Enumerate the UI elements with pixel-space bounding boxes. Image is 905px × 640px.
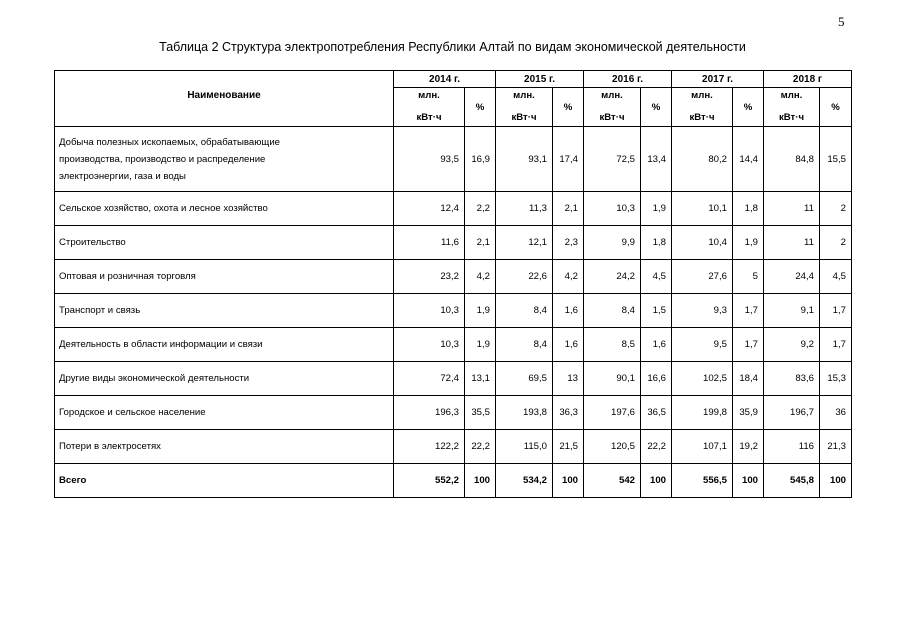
row-name: Деятельность в области информации и связи [55,328,394,362]
cell-2018-percent: 15,5 [820,127,852,192]
cell-2015-value: 11,3 [496,192,553,226]
unit-bottom: кВт·ч [511,112,537,123]
cell-2018-percent: 4,5 [820,260,852,294]
cell-2018-percent: 15,3 [820,362,852,396]
cell-2016-value: 120,5 [584,430,641,464]
total-2014-percent: 100 [465,464,496,498]
cell-2016-percent: 1,8 [641,226,672,260]
cell-2014-percent: 4,2 [465,260,496,294]
cell-2014-value: 196,3 [394,396,465,430]
header-year-2014: 2014 г. [394,71,496,88]
cell-2014-percent: 1,9 [465,328,496,362]
unit-top: млн. [691,90,713,101]
header-percent: % [820,88,852,127]
cell-2018-value: 9,1 [764,294,820,328]
header-unit [764,88,820,127]
total-label: Всего [55,464,394,498]
total-2015-percent: 100 [553,464,584,498]
cell-2015-percent: 17,4 [553,127,584,192]
cell-2017-percent: 1,7 [733,328,764,362]
cell-2017-percent: 14,4 [733,127,764,192]
cell-2015-percent: 4,2 [553,260,584,294]
table-row [55,430,852,464]
cell-2016-percent: 4,5 [641,260,672,294]
total-2015-value: 534,2 [496,464,553,498]
cell-2017-value: 9,3 [672,294,733,328]
cell-2018-value: 196,7 [764,396,820,430]
table-row [55,396,852,430]
header-year-2016: 2016 г. [584,71,672,88]
cell-2015-percent: 36,3 [553,396,584,430]
cell-2016-percent: 13,4 [641,127,672,192]
cell-2017-value: 9,5 [672,328,733,362]
cell-2014-percent: 1,9 [465,294,496,328]
cell-2014-percent: 13,1 [465,362,496,396]
table-row [55,260,852,294]
cell-2014-percent: 2,1 [465,226,496,260]
total-2014-value: 552,2 [394,464,465,498]
cell-2016-value: 72,5 [584,127,641,192]
header-percent: % [465,88,496,127]
row-name: Оптовая и розничная торговля [55,260,394,294]
row-name: Другие виды экономической деятельности [55,362,394,396]
row-name: Транспорт и связь [55,294,394,328]
cell-2017-value: 102,5 [672,362,733,396]
cell-2018-value: 9,2 [764,328,820,362]
cell-2018-value: 116 [764,430,820,464]
cell-2015-value: 8,4 [496,294,553,328]
cell-2014-value: 122,2 [394,430,465,464]
cell-2017-percent: 5 [733,260,764,294]
header-name: Наименование [55,71,394,127]
row-name: Потери в электросетях [55,430,394,464]
row-name: Городское и сельское население [55,396,394,430]
header-year-2015: 2015 г. [496,71,584,88]
row-name-line: производства, производство и распределение [59,153,266,165]
cell-2016-percent: 36,5 [641,396,672,430]
cell-2016-percent: 1,9 [641,192,672,226]
cell-2016-value: 24,2 [584,260,641,294]
cell-2014-value: 10,3 [394,328,465,362]
cell-2018-value: 83,6 [764,362,820,396]
cell-2016-value: 8,5 [584,328,641,362]
cell-2018-value: 24,4 [764,260,820,294]
cell-2015-percent: 1,6 [553,328,584,362]
cell-2015-percent: 13 [553,362,584,396]
total-2017-percent: 100 [733,464,764,498]
table-row [55,127,852,192]
cell-2015-value: 12,1 [496,226,553,260]
cell-2015-percent: 2,3 [553,226,584,260]
header-percent: % [733,88,764,127]
row-name-line: Добыча полезных ископаемых, обрабатывающие [59,136,281,148]
header-unit [496,88,553,127]
unit-bottom: кВт·ч [599,112,625,123]
cell-2017-value: 80,2 [672,127,733,192]
table-row [55,294,852,328]
cell-2016-percent: 22,2 [641,430,672,464]
cell-2015-value: 8,4 [496,328,553,362]
cell-2016-value: 9,9 [584,226,641,260]
cell-2017-percent: 1,9 [733,226,764,260]
cell-2014-percent: 22,2 [465,430,496,464]
cell-2015-percent: 21,5 [553,430,584,464]
header-percent: % [553,88,584,127]
table-row [55,362,852,396]
table-row [55,328,852,362]
cell-2016-value: 8,4 [584,294,641,328]
table-row [55,192,852,226]
page-number: 5 [838,14,845,29]
cell-2015-percent: 1,6 [553,294,584,328]
unit-bottom: кВт·ч [416,112,442,123]
cell-2017-value: 107,1 [672,430,733,464]
header-percent: % [641,88,672,127]
header-year-2018: 2018 г [764,71,852,88]
cell-2016-percent: 1,5 [641,294,672,328]
cell-2015-percent: 2,1 [553,192,584,226]
unit-top: млн. [513,90,535,101]
cell-2017-percent: 18,4 [733,362,764,396]
unit-top: млн. [418,90,440,101]
cell-2018-percent: 2 [820,226,852,260]
unit-top: млн. [601,90,623,101]
cell-2018-value: 11 [764,192,820,226]
electricity-structure-table [54,70,852,498]
cell-2014-percent: 2,2 [465,192,496,226]
header-year-2017: 2017 г. [672,71,764,88]
row-name: Строительство [55,226,394,260]
total-2016-percent: 100 [641,464,672,498]
row-name [55,127,394,192]
header-unit [672,88,733,127]
cell-2014-percent: 35,5 [465,396,496,430]
cell-2018-percent: 21,3 [820,430,852,464]
table-row [55,226,852,260]
total-2016-value: 542 [584,464,641,498]
cell-2014-value: 23,2 [394,260,465,294]
cell-2017-percent: 19,2 [733,430,764,464]
cell-2015-value: 22,6 [496,260,553,294]
cell-2014-value: 10,3 [394,294,465,328]
cell-2015-value: 193,8 [496,396,553,430]
cell-2017-percent: 1,8 [733,192,764,226]
cell-2015-value: 115,0 [496,430,553,464]
cell-2016-value: 90,1 [584,362,641,396]
cell-2017-value: 10,4 [672,226,733,260]
total-2018-value: 545,8 [764,464,820,498]
cell-2016-percent: 16,6 [641,362,672,396]
cell-2014-value: 72,4 [394,362,465,396]
cell-2018-percent: 36 [820,396,852,430]
cell-2017-percent: 1,7 [733,294,764,328]
cell-2017-value: 10,1 [672,192,733,226]
cell-2017-value: 199,8 [672,396,733,430]
cell-2018-percent: 2 [820,192,852,226]
cell-2016-value: 10,3 [584,192,641,226]
cell-2016-value: 197,6 [584,396,641,430]
cell-2017-percent: 35,9 [733,396,764,430]
cell-2014-value: 93,5 [394,127,465,192]
total-2017-value: 556,5 [672,464,733,498]
header-unit [584,88,641,127]
header-unit [394,88,465,127]
header-row-years [55,71,852,88]
cell-2014-value: 11,6 [394,226,465,260]
cell-2018-percent: 1,7 [820,294,852,328]
total-2018-percent: 100 [820,464,852,498]
unit-top: млн. [780,90,803,101]
cell-2018-value: 11 [764,226,820,260]
cell-2018-percent: 1,7 [820,328,852,362]
total-row [55,464,852,498]
unit-bottom: кВт·ч [778,112,805,123]
cell-2018-value: 84,8 [764,127,820,192]
row-name-line: электроэнергии, газа и воды [59,170,186,182]
table-caption: Таблица 2 Структура электропотребления Республики Алтай по видам экономической деятельности [159,40,746,54]
cell-2017-value: 27,6 [672,260,733,294]
row-name: Сельское хозяйство, охота и лесное хозяйство [55,192,394,226]
cell-2016-percent: 1,6 [641,328,672,362]
cell-2015-value: 69,5 [496,362,553,396]
cell-2014-value: 12,4 [394,192,465,226]
cell-2015-value: 93,1 [496,127,553,192]
unit-bottom: кВт·ч [689,112,715,123]
cell-2014-percent: 16,9 [465,127,496,192]
